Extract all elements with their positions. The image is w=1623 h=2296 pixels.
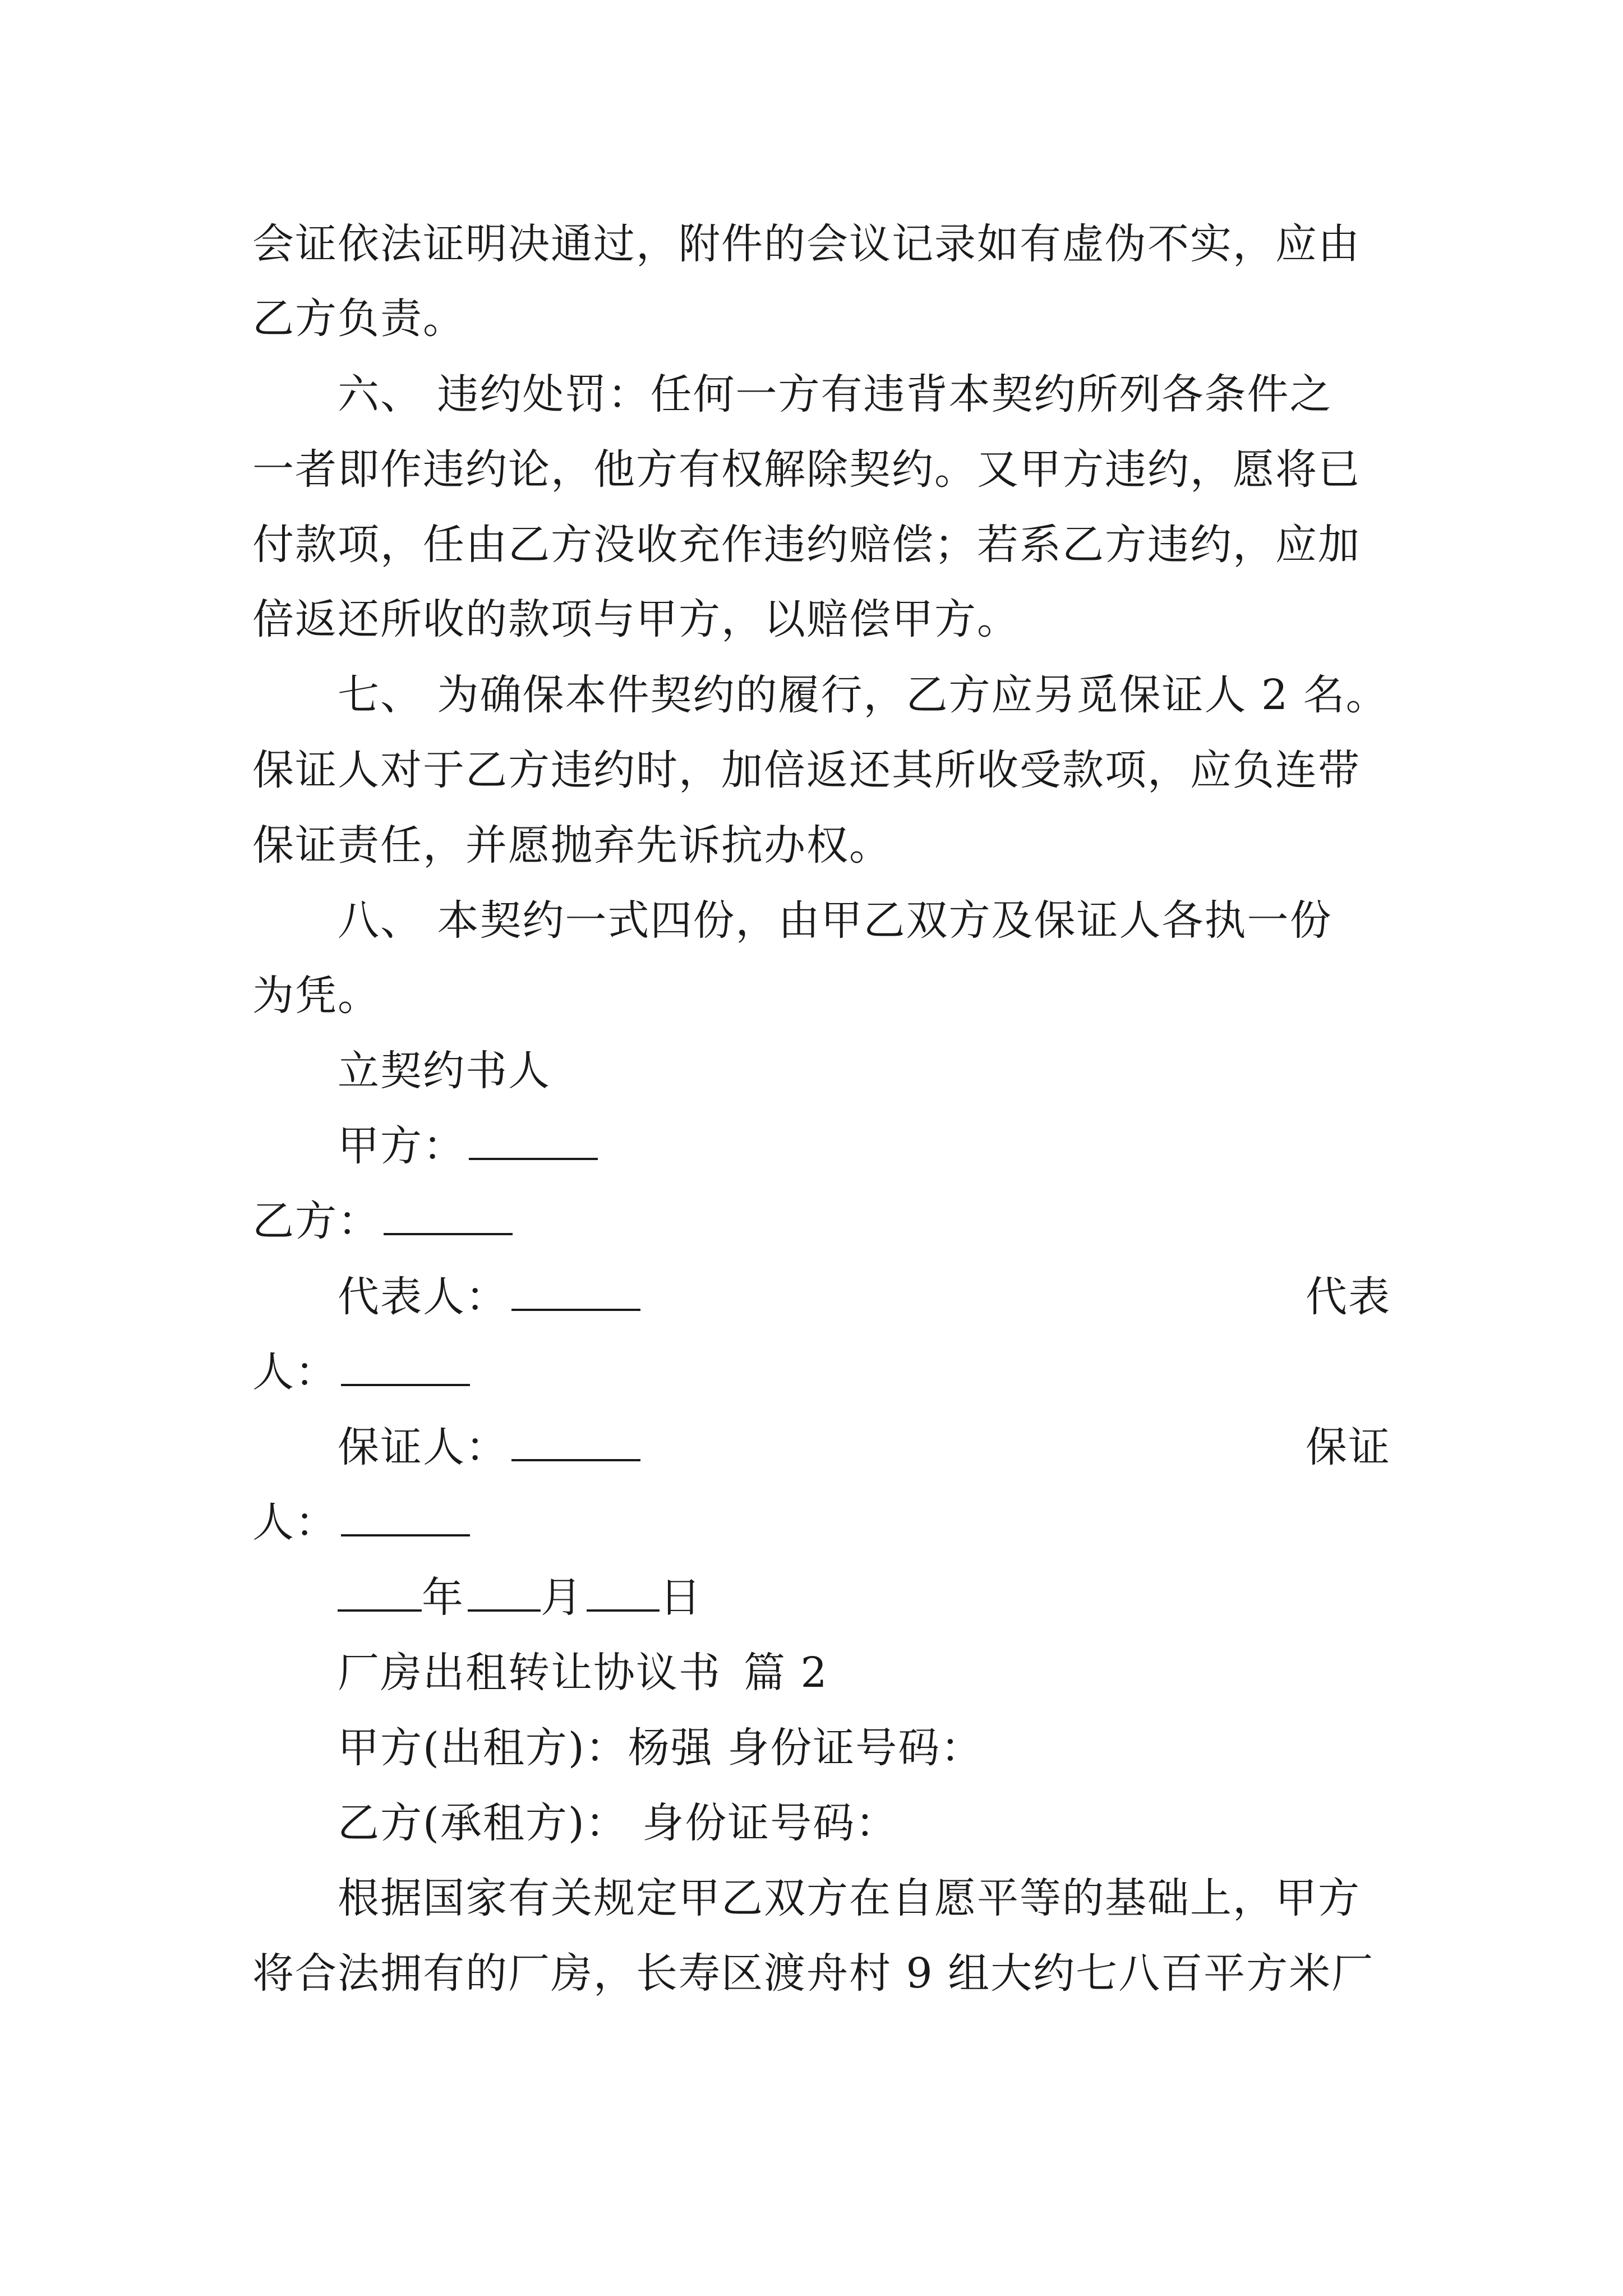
month-label: 月 [541, 1573, 583, 1622]
clause-six: 六、 违约处罚：任何一方有违背本契约所列各条件之 [338, 370, 1332, 418]
representative-b-blank[interactable] [341, 1350, 470, 1386]
guarantor-b-label-start: 保证 [1306, 1423, 1391, 1471]
party-a-signature [338, 1118, 1476, 1174]
section-part: 篇 2 [744, 1649, 828, 1697]
party-b-signature [252, 1193, 1391, 1249]
guarantor-b-row [252, 1494, 1391, 1550]
text-line: 会证依法证明决通过，附件的会议记录如有虚伪不实，应由 [252, 220, 1361, 268]
text-line: 付款项，任由乙方没收充作违约赔偿；若系乙方违约，应加 [252, 521, 1361, 569]
guarantor-b-label-end: 人： [252, 1498, 338, 1547]
representative-b-row [252, 1344, 1391, 1400]
guarantor-a-label: 保证人： [338, 1423, 508, 1471]
text-line: 为凭。 [252, 972, 380, 1020]
text-line: 乙方负责。 [252, 295, 465, 343]
day-blank[interactable] [587, 1576, 660, 1612]
signatories-heading: 立契约书人 [338, 1047, 551, 1095]
party-b-label: 乙方： [252, 1197, 380, 1245]
paragraph-line: 根据国家有关规定甲乙双方在自愿平等的基础上，甲方 [338, 1874, 1361, 1922]
paragraph-line: 将合法拥有的厂房，长寿区渡舟村 9 组大约七八百平方米厂 [252, 1949, 1375, 1998]
party-b-blank[interactable] [384, 1199, 513, 1235]
year-blank[interactable] [338, 1576, 422, 1612]
text-line: 保证责任，并愿抛弃先诉抗办权。 [252, 821, 892, 869]
text-line: 保证人对于乙方违约时，加倍返还其所收受款项，应负连带 [252, 746, 1361, 794]
guarantor-a-blank[interactable] [511, 1425, 640, 1461]
text-line: 一者即作违约论，他方有权解除契约。又甲方违约，愿将已 [252, 445, 1361, 494]
section-heading [338, 1645, 1476, 1701]
lessee-line: 乙方(承租方)： 身份证号码： [338, 1799, 898, 1847]
month-blank[interactable] [468, 1576, 541, 1612]
date-row [338, 1570, 1476, 1626]
representative-a-label: 代表人： [338, 1273, 508, 1321]
section-title: 厂房出租转让协议书 [338, 1649, 721, 1697]
day-label: 日 [660, 1573, 702, 1622]
representative-b-label-start: 代表 [1306, 1273, 1391, 1321]
representative-b-label-end: 人： [252, 1348, 338, 1396]
guarantor-b-blank[interactable] [341, 1501, 470, 1536]
year-label: 年 [422, 1573, 464, 1622]
clause-seven: 七、 为确保本件契约的履行，乙方应另觅保证人 2 名。 [338, 671, 1389, 719]
party-a-blank[interactable] [469, 1124, 598, 1160]
representative-row [338, 1269, 1476, 1325]
party-a-label: 甲方： [338, 1122, 465, 1170]
lessor-line: 甲方(出租方)：杨强 身份证号码： [338, 1724, 984, 1772]
representative-a-blank[interactable] [511, 1275, 640, 1311]
text-line: 倍返还所收的款项与甲方，以赔偿甲方。 [252, 595, 1020, 643]
guarantor-row [338, 1419, 1476, 1475]
clause-eight: 八、 本契约一式四份，由甲乙双方及保证人各执一份 [338, 896, 1332, 945]
